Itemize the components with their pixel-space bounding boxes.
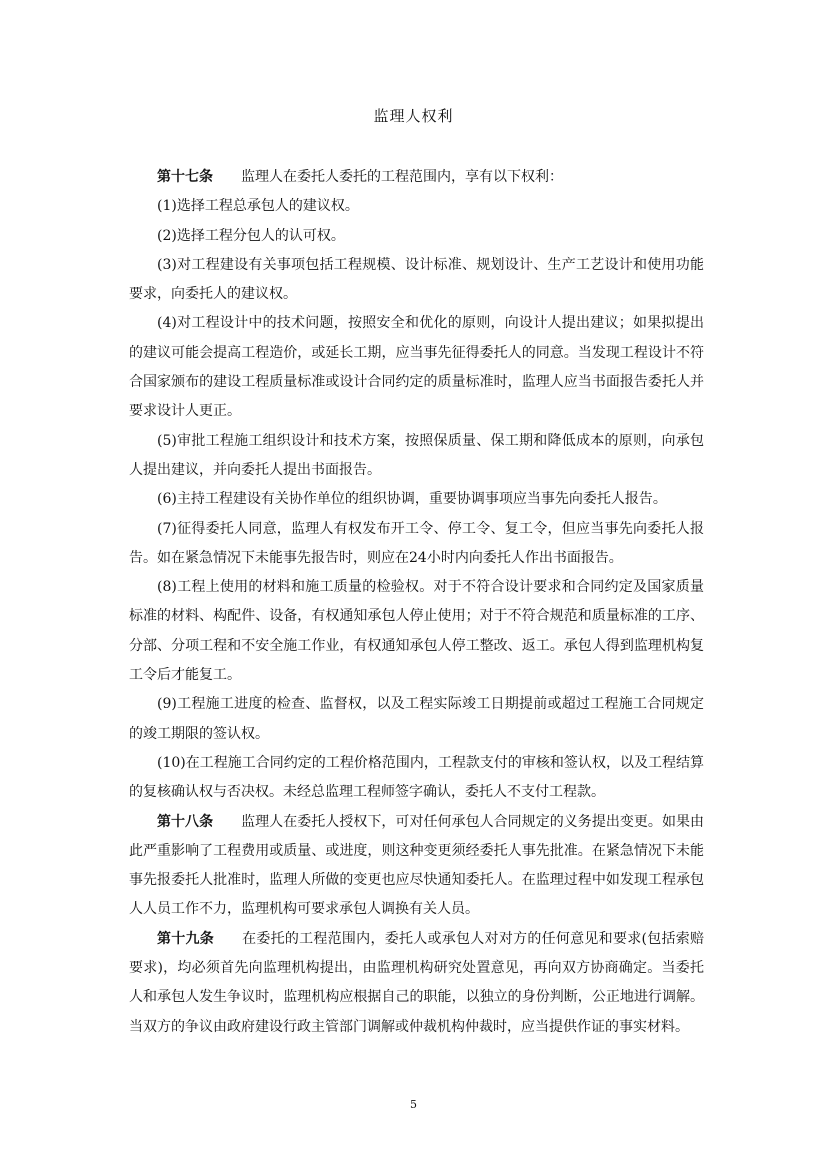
article-17 <box>129 163 704 192</box>
article-label: 第十七条 <box>157 169 213 185</box>
article-19 <box>129 925 704 1042</box>
article-label: 第十九条 <box>157 930 215 947</box>
document-body <box>129 163 704 1042</box>
clause-9: (9)工程施工进度的检查、监督权，以及工程实际竣工日期提前或超过工程施工合同规定的竣工期限的签认权。 <box>129 696 704 742</box>
clause-6: (6)主持工程建设有关协作单位的组织协调，重要协调事项应当事先向委托人报告。 <box>157 491 667 508</box>
article-text: 在委托的工程范围内，委托人或承包人对对方的任何意见和要求(包括索赔要求)，均必须首先向监理机构提出，由监理机构研究处置意见，再向双方协商确定。当委托人和承包人发生争议时，监理机构应根据自己的职能，以独立的身份判断，公正地进行调解。当双方的争议由政府建设行政主管部门调解或仲裁机构仲裁时，应当提供作证的事实材料。 <box>129 930 704 1035</box>
clause-5: (5)审批工程施工组织设计和技术方案，按照保质量、保工期和降低成本的原则，向承包人提出建议，并向委托人提出书面报告。 <box>129 432 704 478</box>
article-text: 监理人在委托人委托的工程范围内，享有以下权利： <box>241 169 563 185</box>
article-text: 监理人在委托人授权下，可对任何承包人合同规定的义务提出变更。如果由此严重影响了工程费用或质量、或进度，则这种变更须经委托人事先批准。在紧急情况下未能事先报委托人批准时，监理人所做的变更也应尽快通知委托人。在监理过程中如发现工程承包人人员工作不力，监理机构可要求承包人调换有关人员。 <box>129 813 705 918</box>
clause-3: (3)对工程建设有关事项包括工程规模、设计标准、规划设计、生产工艺设计和使用功能要求，向委托人的建议权。 <box>129 256 704 303</box>
clause-1: (1)选择工程总承包人的建议权。 <box>157 198 359 215</box>
clause-7: (7)征得委托人同意，监理人有权发布开工令、停工令、复工令，但应当事先向委托人报告。如在紧急情况下未能事先报告时，则应在24小时内向委托人作出书面报告。 <box>129 520 704 566</box>
article-18 <box>129 808 704 925</box>
page-title: 监理人权利 <box>373 107 454 125</box>
page-number: 5 <box>410 1098 417 1111</box>
clause-10: (10)在工程施工合同约定的工程价格范围内，工程款支付的审核和签认权，以及工程结算的复核确认权与否决权。未经总监理工程师签字确认，委托人不支付工程款。 <box>129 754 704 801</box>
clause-8: (8)工程上使用的材料和施工质量的检验权。对于不符合设计要求和合同约定及国家质量标准的材料、构配件、设备，有权通知承包人停止使用；对于不符合规范和质量标准的工序、分部、分项工程和不安全施工作业，有权通知承包人停工整改、返工。承包人得到监理机构复工令后才能复工。 <box>129 579 704 684</box>
clause-2: (2)选择工程分包人的认可权。 <box>157 227 345 244</box>
article-label: 第十八条 <box>157 813 214 830</box>
clause-4: (4)对工程设计中的技术问题，按照安全和优化的原则，向设计人提出建议；如果拟提出的建议可能会提高工程造价，或延长工期，应当事先征得委托人的同意。当发现工程设计不符合国家颁布的建设工程质量标准或设计合同约定的质量标准时，监理人应当书面报告委托人并要求设计人更正。 <box>129 315 704 420</box>
